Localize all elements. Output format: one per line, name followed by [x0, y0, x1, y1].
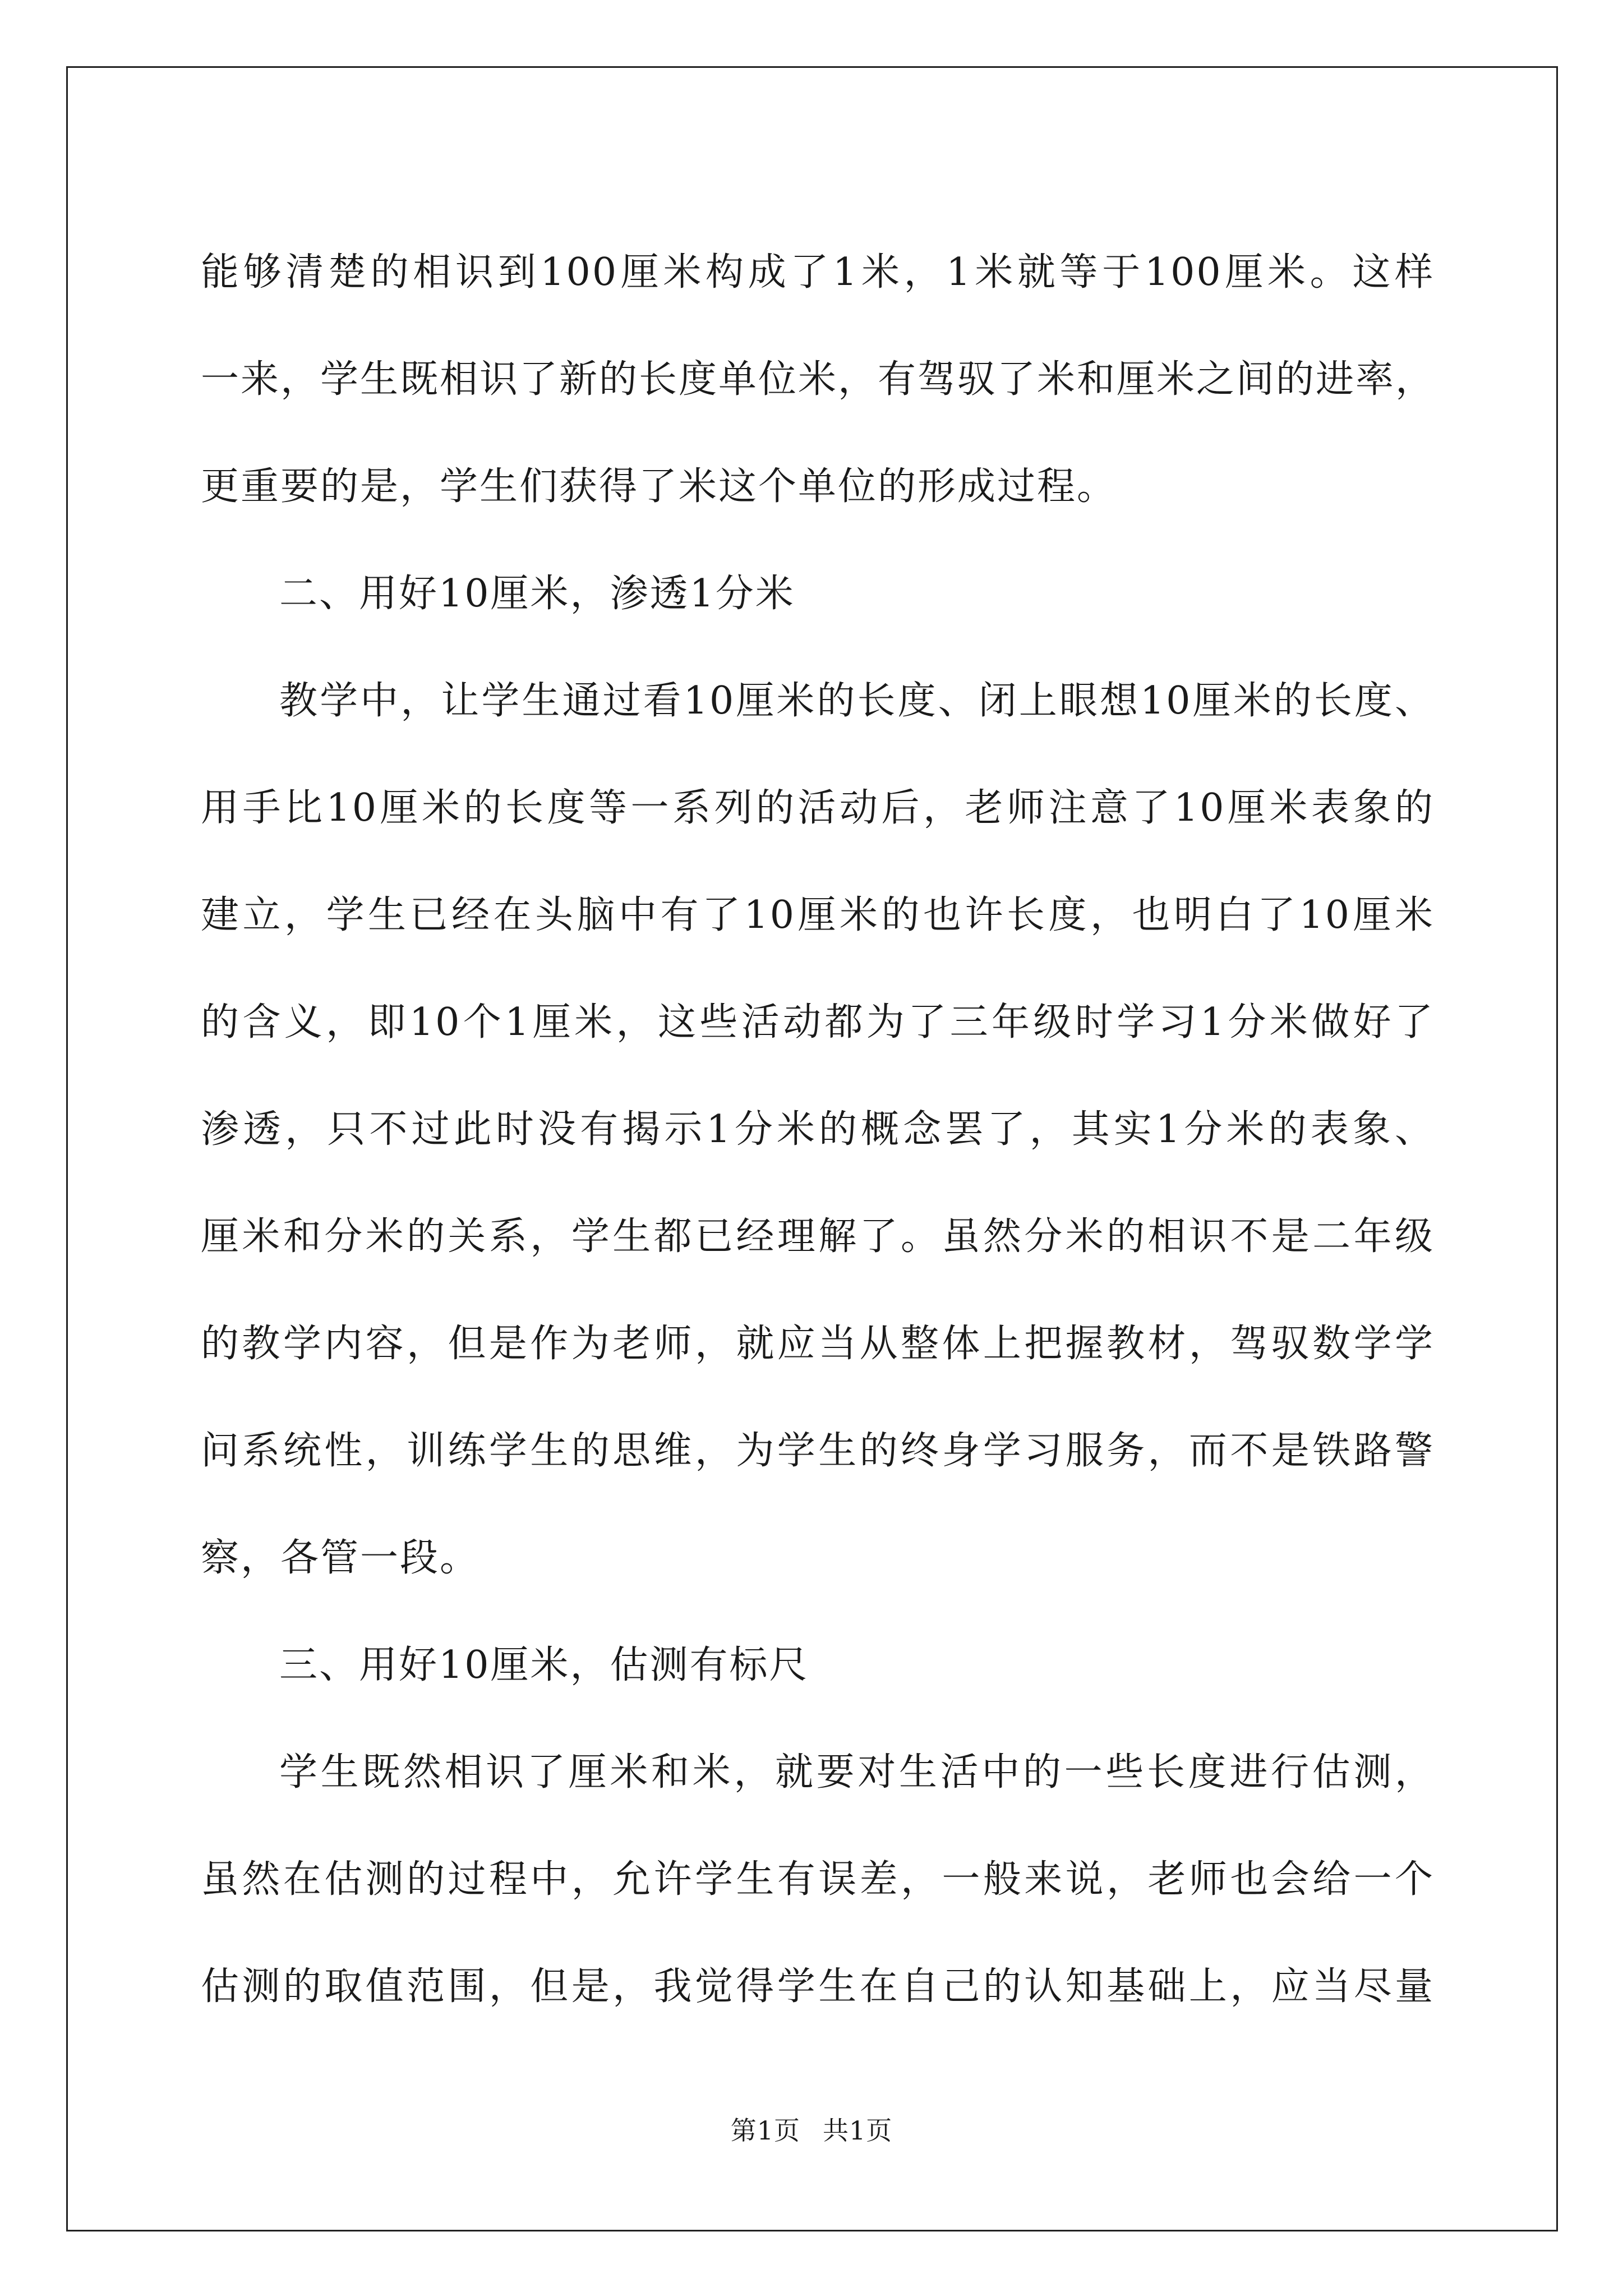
paragraph-line: 学生既然相识了厘米和米，就要对生活中的一些长度进行估测， — [279, 1750, 1435, 1795]
paragraph-line: 教学中，让学生通过看10厘米的长度、闭上眼想10厘米的长度、 — [279, 679, 1435, 723]
paragraph-line: 用手比10厘米的长度等一系列的活动后，老师注意了10厘米表象的 — [201, 786, 1435, 830]
section-heading: 二、用好10厘米，渗透1分米 — [279, 572, 795, 616]
section-heading: 三、用好10厘米，估测有标尺 — [279, 1643, 809, 1687]
page-footer — [0, 2114, 1623, 2147]
page-total: 共1页 — [823, 2115, 893, 2146]
paragraph-line: 建立，学生已经在头脑中有了10厘米的也许长度，也明白了10厘米 — [201, 893, 1435, 937]
paragraph-line: 一来，学生既相识了新的长度单位米，有驾驭了米和厘米之间的进率， — [201, 357, 1436, 402]
paragraph-line: 更重要的是，学生们获得了米这个单位的形成过程。 — [201, 464, 1117, 509]
paragraph-line: 估测的取值范围，但是，我觉得学生在自己的认知基础上，应当尽量 — [201, 1964, 1435, 2009]
paragraph-line: 察，各管一段。 — [201, 1536, 480, 1580]
paragraph-line: 能够清楚的相识到100厘米构成了1米，1米就等于100厘米。这样 — [201, 250, 1435, 295]
paragraph-line: 虽然在估测的过程中，允许学生有误差，一般来说，老师也会给一个 — [201, 1857, 1435, 1902]
paragraph-line: 的含义，即10个1厘米，这些活动都为了三年级时学习1分米做好了 — [201, 1000, 1435, 1045]
paragraph-line: 的教学内容，但是作为老师，就应当从整体上把握教材，驾驭数学学 — [201, 1322, 1435, 1366]
document-body — [201, 219, 1435, 2040]
paragraph-line: 渗透，只不过此时没有揭示1分米的概念罢了，其实1分米的表象、 — [201, 1107, 1435, 1152]
paragraph-line: 厘米和分米的关系，学生都已经理解了。虽然分米的相识不是二年级 — [201, 1214, 1435, 1259]
paragraph-line: 问系统性，训练学生的思维，为学生的终身学习服务，而不是铁路警 — [201, 1429, 1435, 1473]
page-number: 第1页 — [730, 2115, 800, 2146]
